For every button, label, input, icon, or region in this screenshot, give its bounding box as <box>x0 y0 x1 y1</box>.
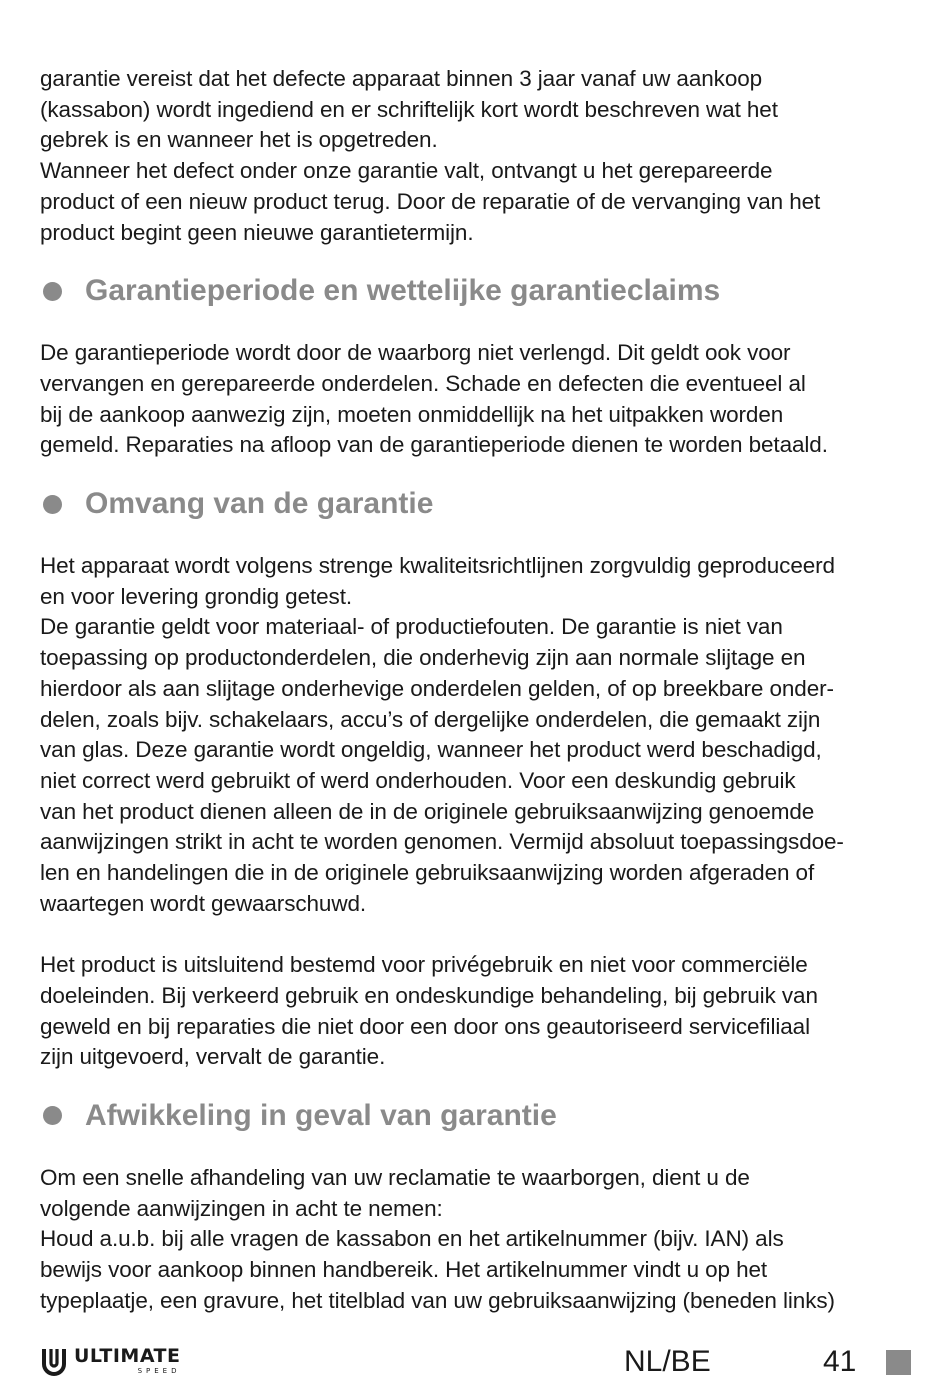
text-line: product begint geen nieuwe garantietermijn. <box>40 219 474 245</box>
text-line: aanwijzingen strikt in acht te worden genomen. Vermijd absoluut toepassingsdoe- <box>40 829 844 855</box>
text-line: (kassabon) wordt ingediend en er schriftelijk kort wordt beschreven wat het <box>40 96 778 122</box>
text-line: garantie vereist dat het defecte apparaat binnen 3 jaar vanaf uw aankoop <box>40 66 763 91</box>
section3-paragraph-1 <box>40 1163 910 1224</box>
text-line: Om een snelle afhandeling van uw reclamatie te waarborgen, dient u de <box>40 1164 750 1190</box>
text-line: toepassing op productonderdelen, die onderhevig zijn aan normale slijtage en <box>40 645 806 671</box>
text-line: hierdoor als aan slijtage onderhevige onderdelen gelden, of op breekbare onder- <box>40 675 834 701</box>
text-line: Het product is uitsluitend bestemd voor privégebruik en niet voor commerciële <box>40 952 808 978</box>
text-line: en voor levering grondig getest. <box>40 583 352 609</box>
page-footer <box>0 1340 950 1380</box>
text-line: doeleinden. Bij verkeerd gebruik en ondeskundige behandeling, bij gebruik van <box>40 982 818 1008</box>
intro-paragraph-2 <box>40 156 910 248</box>
section-heading-text: Afwikkeling in geval van garantie <box>85 1098 557 1132</box>
text-line: product of een nieuw product terug. Door de reparatie of de vervanging van het <box>40 188 821 214</box>
text-line: bij de aankoop aanwezig zijn, moeten onmiddellijk na het uitpakken worden <box>40 401 784 427</box>
text-line: Wanneer het defect onder onze garantie valt, ontvangt u het gerepareerde <box>40 158 773 184</box>
text-line: gebrek is en wanneer het is opgetreden. <box>40 127 438 153</box>
text-line: vervangen en gerepareerde onderdelen. Schade en defecten die eventueel al <box>40 370 806 396</box>
text-line: De garantieperiode wordt door de waarborg niet verlengd. Dit geldt ook voor <box>40 340 791 366</box>
section-heading-garantieperiode <box>40 271 910 311</box>
page-number: 41 <box>823 1345 857 1378</box>
brand-name: ULTIMATE <box>74 1345 181 1367</box>
text-line: delen, zoals bijv. schakelaars, accu’s of dergelijke onderdelen, die gemaakt zijn <box>40 706 821 732</box>
page-content <box>40 64 910 1316</box>
ultimate-speed-logo <box>40 1346 181 1376</box>
section-heading-afwikkeling <box>40 1096 910 1136</box>
text-line: gemeld. Reparaties na afloop van de garantieperiode dienen te worden betaald. <box>40 432 828 458</box>
text-line: van glas. Deze garantie wordt ongeldig, wanneer het product werd beschadigd, <box>40 737 822 763</box>
section-heading-text: Garantieperiode en wettelijke garantieclaims <box>85 274 721 308</box>
bullet-icon <box>43 495 62 514</box>
text-line: niet correct werd gebruikt of werd onderhouden. Voor een deskundig gebruik <box>40 767 796 793</box>
text-line: typeplaatje, een gravure, het titelblad van uw gebruiksaanwijzing (beneden links) <box>40 1287 835 1313</box>
text-line: len en handelingen die in de originele gebruiksaanwijzing worden afgeraden of <box>40 860 815 886</box>
text-line: waartegen wordt gewaarschuwd. <box>40 890 367 916</box>
section-heading-omvang <box>40 484 910 524</box>
brand-mark-icon <box>40 1346 68 1376</box>
section1-paragraph <box>40 338 910 461</box>
text-line: zijn uitgevoerd, vervalt de garantie. <box>40 1044 386 1070</box>
section2-paragraph-3 <box>40 950 910 1073</box>
text-line: geweld en bij reparaties die niet door een door ons geautoriseerd servicefiliaal <box>40 1013 810 1039</box>
section2-paragraph-2 <box>40 612 910 919</box>
text-line: volgende aanwijzingen in acht te nemen: <box>40 1195 443 1221</box>
intro-paragraph-1 <box>40 64 910 156</box>
section3-paragraph-2 <box>40 1224 910 1316</box>
text-line: De garantie geldt voor materiaal- of productiefouten. De garantie is niet van <box>40 614 783 640</box>
page-marker-square-icon <box>886 1350 911 1375</box>
text-line: Het apparaat wordt volgens strenge kwaliteitsrichtlijnen zorgvuldig geproduceerd <box>40 553 835 579</box>
brand-subtitle: SPEED <box>137 1367 181 1375</box>
text-line: van het product dienen alleen de in de originele gebruiksaanwijzing genoemde <box>40 798 815 824</box>
bullet-icon <box>43 1106 62 1125</box>
section-heading-text: Omvang van de garantie <box>85 487 434 521</box>
text-line: bewijs voor aankoop binnen handbereik. Het artikelnummer vindt u op het <box>40 1257 768 1283</box>
language-code: NL/BE <box>624 1345 711 1378</box>
text-line: Houd a.u.b. bij alle vragen de kassabon en het artikelnummer (bijv. IAN) als <box>40 1226 784 1252</box>
bullet-icon <box>43 282 62 301</box>
section2-paragraph-1 <box>40 551 910 612</box>
